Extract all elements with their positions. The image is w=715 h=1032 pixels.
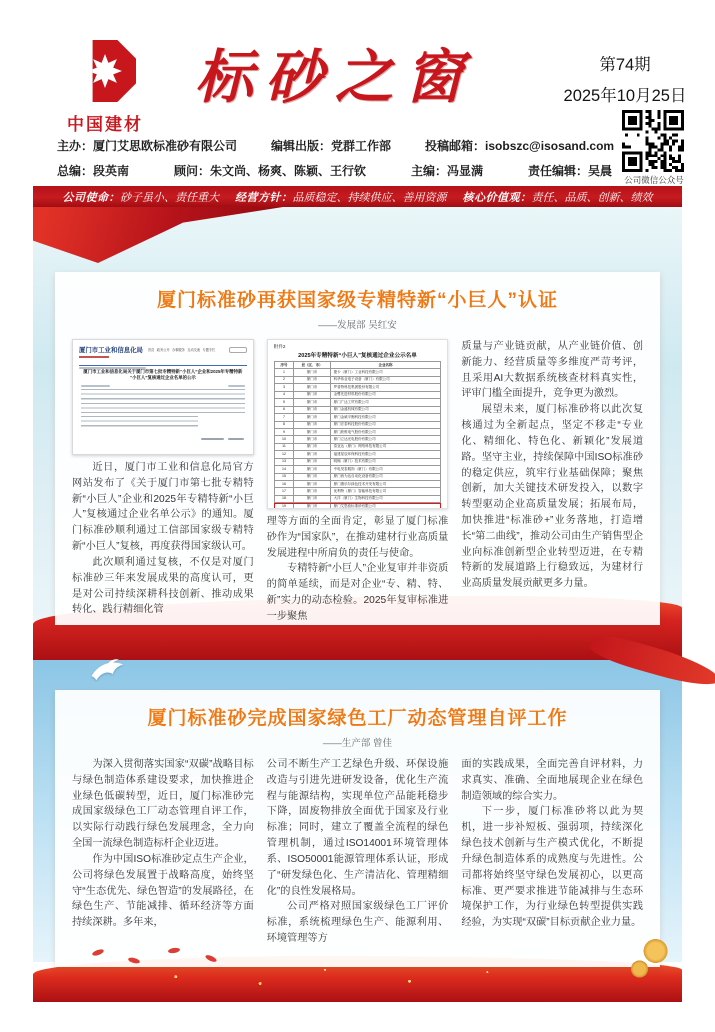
gov-doc-body-lines bbox=[81, 389, 245, 415]
table-cell: 16 bbox=[274, 481, 294, 488]
gov-doc-title-line1: 厦门市工业和信息化局关于厦门市第七批专精特新“小巨人”企业和2025年专精特新 bbox=[83, 368, 243, 374]
star-icon bbox=[88, 54, 122, 88]
table-cell: 3 bbox=[274, 384, 294, 391]
table-row bbox=[274, 391, 441, 398]
table-cell: 厦门市 bbox=[294, 376, 330, 383]
table-row bbox=[274, 495, 441, 502]
article-1-title: 厦门标准砂再获国家级专精特新“小巨人”认证 bbox=[156, 290, 558, 311]
article-2-columns bbox=[55, 757, 660, 947]
qr-caption: 公司微信公众号 bbox=[624, 175, 684, 185]
table-cell: 11 bbox=[274, 443, 294, 450]
golden-flower-decoration bbox=[628, 936, 674, 996]
divider bbox=[79, 365, 247, 366]
table-header-cell: 序号 bbox=[274, 362, 294, 369]
logo-text: 中国建材 bbox=[67, 115, 143, 134]
submission-email: 投稿邮箱：isobszc@isosand.com bbox=[425, 139, 615, 153]
issue-block bbox=[555, 50, 695, 113]
table-cell: 科华伟业电子设备（厦门）有限公司 bbox=[330, 376, 441, 383]
publisher: 编辑出版：党群工作部 bbox=[271, 139, 392, 153]
table-cell: 6 bbox=[274, 406, 294, 413]
gov-search-box bbox=[229, 347, 247, 353]
table-cell: 罗普特科技集团股份有限公司 bbox=[330, 384, 441, 391]
table-cell: 厦门市 bbox=[294, 458, 330, 465]
paragraph: 专精特新“小巨人”企业复审并非资质的简单延续，而是对企业“专、精、特、新”实力的动态检验。2025年复审标准进一步聚焦 bbox=[266, 563, 449, 622]
imprint-info bbox=[57, 137, 623, 179]
article-2-column-3 bbox=[461, 757, 643, 947]
gov-site-nav bbox=[148, 347, 215, 352]
table-row bbox=[274, 458, 441, 465]
paragraph: 作为中国ISO标准砂定点生产企业，公司将绿色发展置于战略高度，始终坚守“生态优先、绿色智造”的发展路径，在绿色生产、节能减排、循环经济等方面持续深耕。多年来， bbox=[72, 853, 254, 929]
paragraph: 理等方面的全面肯定，彰显了厦门标准砂作为“国家队”，在推动建材行业高质量发展进程中所肩负的责任与使命。 bbox=[266, 516, 449, 559]
mission-label: 公司使命： bbox=[62, 190, 120, 204]
table-cell: 厦门市 bbox=[294, 451, 330, 458]
table-cell: 厦门市 bbox=[294, 466, 330, 473]
table-cell: 厦门市 bbox=[294, 473, 330, 480]
table-row bbox=[274, 481, 441, 488]
annex-table-screenshot bbox=[267, 339, 449, 509]
table-cell: 18 bbox=[274, 495, 294, 502]
paragraph: 公司严格对照国家级绿色工厂评价标准，系统梳理绿色生产、能源利用、环境管理等方 bbox=[266, 901, 449, 944]
table-cell: 金鹭先进材料股份有限公司 bbox=[330, 391, 441, 398]
gov-doc-body-lines bbox=[81, 416, 198, 429]
table-cell: 13 bbox=[274, 458, 294, 465]
table-row bbox=[274, 503, 441, 509]
table-cell: 2 bbox=[274, 376, 294, 383]
paragraph: 质量与产业链贡献，从产业链价值、创新能力、经营质量等多维度严苛考评，且采用AI大数据系统核查材料真实性，评审门槛全面提升，竞争更为激烈。 bbox=[461, 341, 644, 400]
table-cell: 8 bbox=[274, 421, 294, 428]
table-cell: 捷卡（厦门）工业科技有限公司 bbox=[330, 369, 441, 376]
table-cell: 厦门市 bbox=[294, 406, 330, 413]
host-organizer: 主办：厦门艾思欧标准砂有限公司 bbox=[57, 139, 238, 153]
table-row bbox=[274, 451, 441, 458]
table-cell: 泰亚达（厦门）网络科技有限公司 bbox=[330, 443, 441, 450]
table-cell: 厦门金盛机械有限公司 bbox=[330, 406, 441, 413]
table-cell: 4 bbox=[274, 391, 294, 398]
table-cell: 大洋（厦门）生物科技有限公司 bbox=[330, 495, 441, 502]
article-2-card bbox=[55, 690, 660, 967]
article-1-column-1 bbox=[72, 339, 254, 625]
cnbm-logo-icon bbox=[74, 40, 136, 102]
table-cell: 厦门市 bbox=[294, 481, 330, 488]
imprint-row-1 bbox=[57, 137, 623, 154]
duty-editor: 责任编辑：吴晨 bbox=[527, 164, 612, 178]
masthead bbox=[0, 0, 715, 184]
gov-breadcrumb bbox=[79, 360, 247, 363]
table-row bbox=[274, 414, 441, 421]
core-values bbox=[463, 189, 653, 205]
gov-nav-item: 办事服务 bbox=[172, 348, 185, 352]
table-row bbox=[274, 473, 441, 480]
paragraph: 近日，厦门市工业和信息化局官方网站发布了《关于厦门市第七批专精特新“小巨人”企业和2025年专精特新“小巨人”复核通过企业名单公示》的通知。厦门标准砂顺利通过工信部国家级专精特新“小巨人”复核，再度获得国家级认可。 bbox=[72, 462, 254, 553]
table-cell: 厦门广达工贸有限公司 bbox=[330, 399, 441, 406]
issue-number: 第74期 bbox=[599, 56, 651, 74]
table-cell: 17 bbox=[274, 488, 294, 495]
article-1-columns bbox=[55, 339, 660, 625]
table-row bbox=[274, 466, 441, 473]
table-cell: 厦门西为达自动化设备有限公司 bbox=[330, 473, 441, 480]
table-cell: 12 bbox=[274, 451, 294, 458]
article-1-col1-text bbox=[72, 460, 254, 618]
table-row bbox=[274, 443, 441, 450]
table-cell: 厦门市 bbox=[294, 495, 330, 502]
article-2-col2-text bbox=[267, 757, 449, 947]
article-2-column-1 bbox=[72, 757, 254, 947]
table-cell: 厦门金威平衡科技有限公司 bbox=[330, 414, 441, 421]
annex-table-title: 2025年专精特新“小巨人”复核通过企业公示名单 bbox=[298, 353, 417, 359]
editor: 主编：冯显满 bbox=[410, 164, 483, 178]
article-1-column-3 bbox=[461, 339, 643, 625]
table-cell: 厦门宏泰科技股份有限公司 bbox=[330, 421, 441, 428]
table-cell: 10 bbox=[274, 436, 294, 443]
paragraph: 此次顺利通过复核，不仅是对厦门标准砂三年来发展成果的高度认可，更是对公司持续深耕科技创新、推动成果转化、践行精细化管 bbox=[72, 556, 254, 616]
article-2-byline: ——生产部 曾佳 bbox=[322, 738, 393, 749]
company-logo bbox=[57, 40, 153, 135]
publication-title: 标砂之窗 bbox=[194, 43, 475, 111]
mission bbox=[63, 189, 220, 205]
advisors: 顾问：朱文尚、杨爽、陈颖、王行钦 bbox=[173, 164, 366, 178]
table-cell: 厦门康乐尔绿色技术开发有限公司 bbox=[330, 481, 441, 488]
policy-text: 品质稳定、持续供应、善用资源 bbox=[292, 190, 447, 204]
gov-website-screenshot bbox=[72, 339, 254, 455]
article-2-column-2 bbox=[267, 757, 449, 947]
table-cell: 厦门市 bbox=[294, 391, 330, 398]
policy bbox=[235, 189, 447, 205]
table-row bbox=[274, 436, 441, 443]
gov-nav-item: 专题专栏 bbox=[202, 348, 216, 352]
table-row bbox=[274, 369, 441, 376]
paragraph: 展望未来，厦门标准砂将以此次复核通过为全新起点，坚定不移走“专业化、精细化、特色化、新颖化”发展道路。坚守主业，持续保障中国ISO标准砂的稳定供应，筑牢行业基础保障；聚焦创新，加大关键技术研发投入，以数字转型驱动企业高质量发展；拓展布局，加快推进“标准砂+”业务落地，打造增长“第二曲线”，推动公司由生产销售型企业向标准创新型企业转型迈进，在专精特新的发展道路上行稳致远，为建材行业高质量发展贡献更多力量。 bbox=[461, 404, 644, 590]
table-cell: 厦门市 bbox=[294, 443, 330, 450]
table-cell: 厦门市 bbox=[294, 436, 330, 443]
table-cell: 19 bbox=[274, 503, 294, 509]
article-2-col1-text bbox=[72, 757, 254, 931]
gov-site-name: 厦门市工业和信息化局 bbox=[79, 347, 143, 354]
table-cell: 厦门市 bbox=[294, 369, 330, 376]
values-label: 核心价值观： bbox=[462, 190, 532, 204]
values-text: 责任、品质、创新、绩效 bbox=[531, 190, 653, 204]
paragraph: 面的实践成果，全面完善自评材料，力求真实、准确、全面地展现企业在绿色制造领域的综合实力。 bbox=[461, 759, 644, 802]
table-cell: 厦门艾思欧标准砂有限公司 bbox=[330, 503, 441, 509]
table-cell: 厦门市 bbox=[294, 421, 330, 428]
article-1-card bbox=[55, 272, 660, 625]
article-1-byline: ——发展部 吴红安 bbox=[318, 320, 397, 331]
wechat-qr-code bbox=[622, 110, 684, 172]
paragraph: 下一步，厦门标准砂将以此为契机，进一步补短板、强弱项，持续深化绿色技术创新与生产模式优化，不断提升绿色制造体系的成熟度与先进性。公司都将始终坚守绿色发展初心，以更高标准、更严要求推进节能减排与生态环境保护工作，为行业绿色转型提供实践经验，为实现“双碳”目标贡献企业力量。 bbox=[461, 806, 644, 929]
table-row bbox=[274, 488, 441, 495]
table-header-cell: 企业名称 bbox=[330, 362, 441, 369]
table-row bbox=[274, 376, 441, 383]
table-cell: 14 bbox=[274, 466, 294, 473]
table-header-cell: 县（区、市） bbox=[294, 362, 330, 369]
chief-editor: 总编：段英南 bbox=[57, 164, 130, 178]
gov-nav-item: 政务公开 bbox=[156, 348, 170, 352]
table-cell: 1 bbox=[274, 369, 294, 376]
table-cell: 7 bbox=[274, 414, 294, 421]
table-cell: 厦门市 bbox=[294, 503, 330, 509]
table-cell: 中电昊泰服饰（厦门）有限公司 bbox=[330, 466, 441, 473]
table-cell: 厦门欣维电气股份有限公司 bbox=[330, 428, 441, 435]
annex-label: 附件2 bbox=[273, 344, 286, 349]
table-cell: 明翰（厦门）技术有限公司 bbox=[330, 458, 441, 465]
paragraph: 公司不断生产工艺绿色升级、环保设施改造与引进先进研发设备，优化生产流程与能源结构，实现单位产品能耗稳步下降，固废物排放全面优于国家及行业标准；同时，建立了覆盖全流程的绿色管理机制，通过ISO14001环境管理体系、ISO50001能源管理体系认证，形成了“研发绿色化、生产清洁化、管理精细化”的良性发展格局。 bbox=[266, 759, 449, 897]
table-cell: 厦门市 bbox=[294, 488, 330, 495]
table-cell: 15 bbox=[274, 473, 294, 480]
article-1-column-2 bbox=[267, 339, 449, 625]
mission-text: 砂子虽小、责任重大 bbox=[120, 190, 219, 204]
policy-label: 经营方针： bbox=[235, 190, 293, 204]
table-cell: 优利特（厦门）智能科技有限公司 bbox=[330, 488, 441, 495]
gov-doc-meta bbox=[81, 385, 245, 387]
slogan-banner bbox=[33, 186, 682, 207]
imprint-row-2 bbox=[57, 162, 612, 179]
table-cell: 9 bbox=[274, 428, 294, 435]
article-2-col3-text bbox=[461, 757, 643, 931]
table-cell: 福建星辰环保科技有限公司 bbox=[330, 451, 441, 458]
article-2-title: 厦门标准砂完成国家绿色工厂动态管理自评工作 bbox=[147, 708, 568, 729]
gov-nav-item: 互动交流 bbox=[187, 348, 201, 352]
table-row bbox=[274, 428, 441, 435]
table-row bbox=[274, 399, 441, 406]
table-row bbox=[274, 421, 441, 428]
paragraph: 为深入贯彻落实国家“双碳”战略目标与绿色制造体系建设要求，加快推进企业绿色低碳转型，近日，厦门标准砂完成国家级绿色工厂动态管理自评工作，以实际行动践行绿色发展理念，全力向全国一流绿色制造标杆企业迈进。 bbox=[72, 759, 254, 850]
table-row bbox=[274, 406, 441, 413]
table-cell: 厦门立达光电股份有限公司 bbox=[330, 436, 441, 443]
company-list-table bbox=[274, 361, 442, 509]
issue-date: 2025年10月25日 bbox=[563, 87, 687, 106]
table-cell: 5 bbox=[274, 399, 294, 406]
dove-icon bbox=[86, 655, 130, 689]
gov-doc-title-line2: “小巨人”复核通过企业名单的公示 bbox=[129, 375, 196, 381]
table-cell: 厦门市 bbox=[294, 399, 330, 406]
gov-doc-signature bbox=[82, 431, 244, 449]
table-row bbox=[274, 384, 441, 391]
gov-nav-item: 首页 bbox=[147, 348, 155, 352]
gov-site-header bbox=[79, 345, 247, 354]
table-cell: 厦门市 bbox=[294, 384, 330, 391]
article-1-col3-text bbox=[461, 339, 643, 592]
table-cell: 厦门市 bbox=[294, 414, 330, 421]
article-1-col2-text bbox=[267, 514, 449, 625]
gov-site-subtitle-bar bbox=[79, 356, 109, 358]
table-cell: 厦门市 bbox=[294, 428, 330, 435]
